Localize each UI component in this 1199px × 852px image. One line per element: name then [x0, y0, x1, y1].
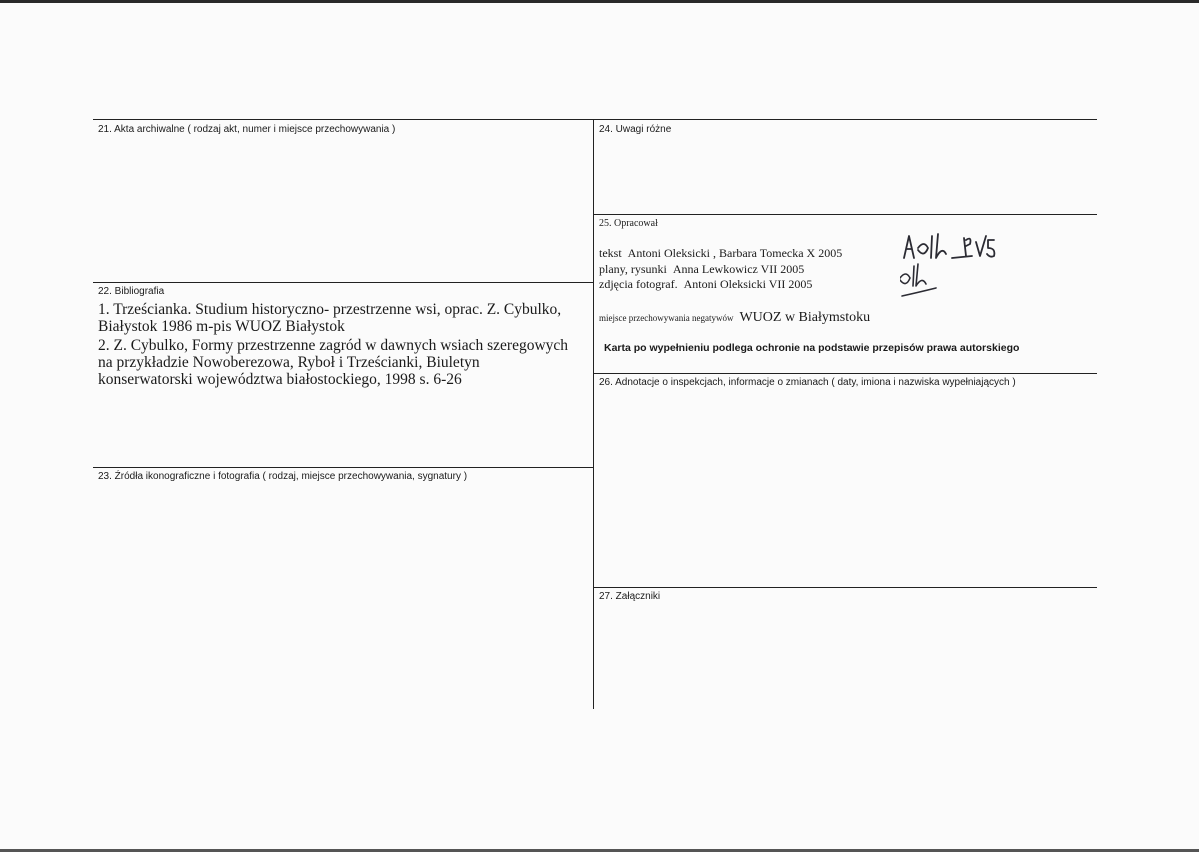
negatives-label: miejsce przechowywania negatywów [599, 313, 734, 323]
bibliography-list [98, 301, 578, 390]
rule-divider [593, 119, 594, 709]
rule-s23 [93, 467, 593, 468]
s24-label: 24. Uwagi różne [599, 124, 672, 135]
credit-value: Anna Lewkowicz VII 2005 [672, 262, 805, 276]
rule-s27 [593, 587, 1097, 588]
s25-label: 25. Opracował [599, 218, 658, 229]
s23-label: 23. Źródła ikonograficzne i fotografia ( rodzaj, miejsce przechowywania, sygnatury ) [98, 471, 468, 482]
rule-s22 [93, 282, 593, 283]
s27-label: 27. Załączniki [599, 591, 661, 602]
credit-role: plany, rysunki [599, 262, 667, 276]
s22-label: 22. Bibliografia [98, 286, 165, 297]
credit-value: Antoni Oleksicki VII 2005 [683, 277, 813, 291]
credit-photos [599, 277, 812, 292]
negatives-value: WUOZ w Białymstoku [739, 310, 871, 325]
credit-role: tekst [599, 246, 622, 260]
s26-label: 26. Adnotacje o inspekcjach, informacje o zmianach ( daty, imiona i nazwiska wypełniających ) [599, 377, 1016, 388]
negatives-row [599, 310, 870, 326]
scan-edge-top [0, 0, 1199, 3]
credit-role: zdjęcia fotograf. [599, 277, 678, 291]
credit-drawings [599, 262, 804, 277]
handwritten-signature-icon [900, 232, 1030, 302]
bibliography-entry: 1. Trześcianka. Studium historyczno- przestrzenne wsi, oprac. Z. Cybulko, Białystok 1986 m-pis WUOZ Białystok [98, 301, 562, 335]
rule-s25 [593, 214, 1097, 215]
rule-top [93, 119, 1097, 120]
copyright-notice: Karta po wypełnieniu podlega ochronie na podstawie przepisów prawa autorskiego [604, 342, 1020, 354]
rule-s26 [593, 373, 1097, 374]
s21-label: 21. Akta archiwalne ( rodzaj akt, numer i miejsce przechowywania ) [98, 124, 396, 135]
credit-text [599, 246, 842, 261]
bibliography-entry: 2. Z. Cybulko, Formy przestrzenne zagród w dawnych wsiach szeregowych na przykładzie Nowoberezowa, Ryboł i Trześcianki, Biuletyn konserwatorski województwa białostockiego, 1998 s. 6-26 [98, 337, 569, 388]
credit-value: Antoni Oleksicki , Barbara Tomecka X 2005 [627, 246, 843, 260]
